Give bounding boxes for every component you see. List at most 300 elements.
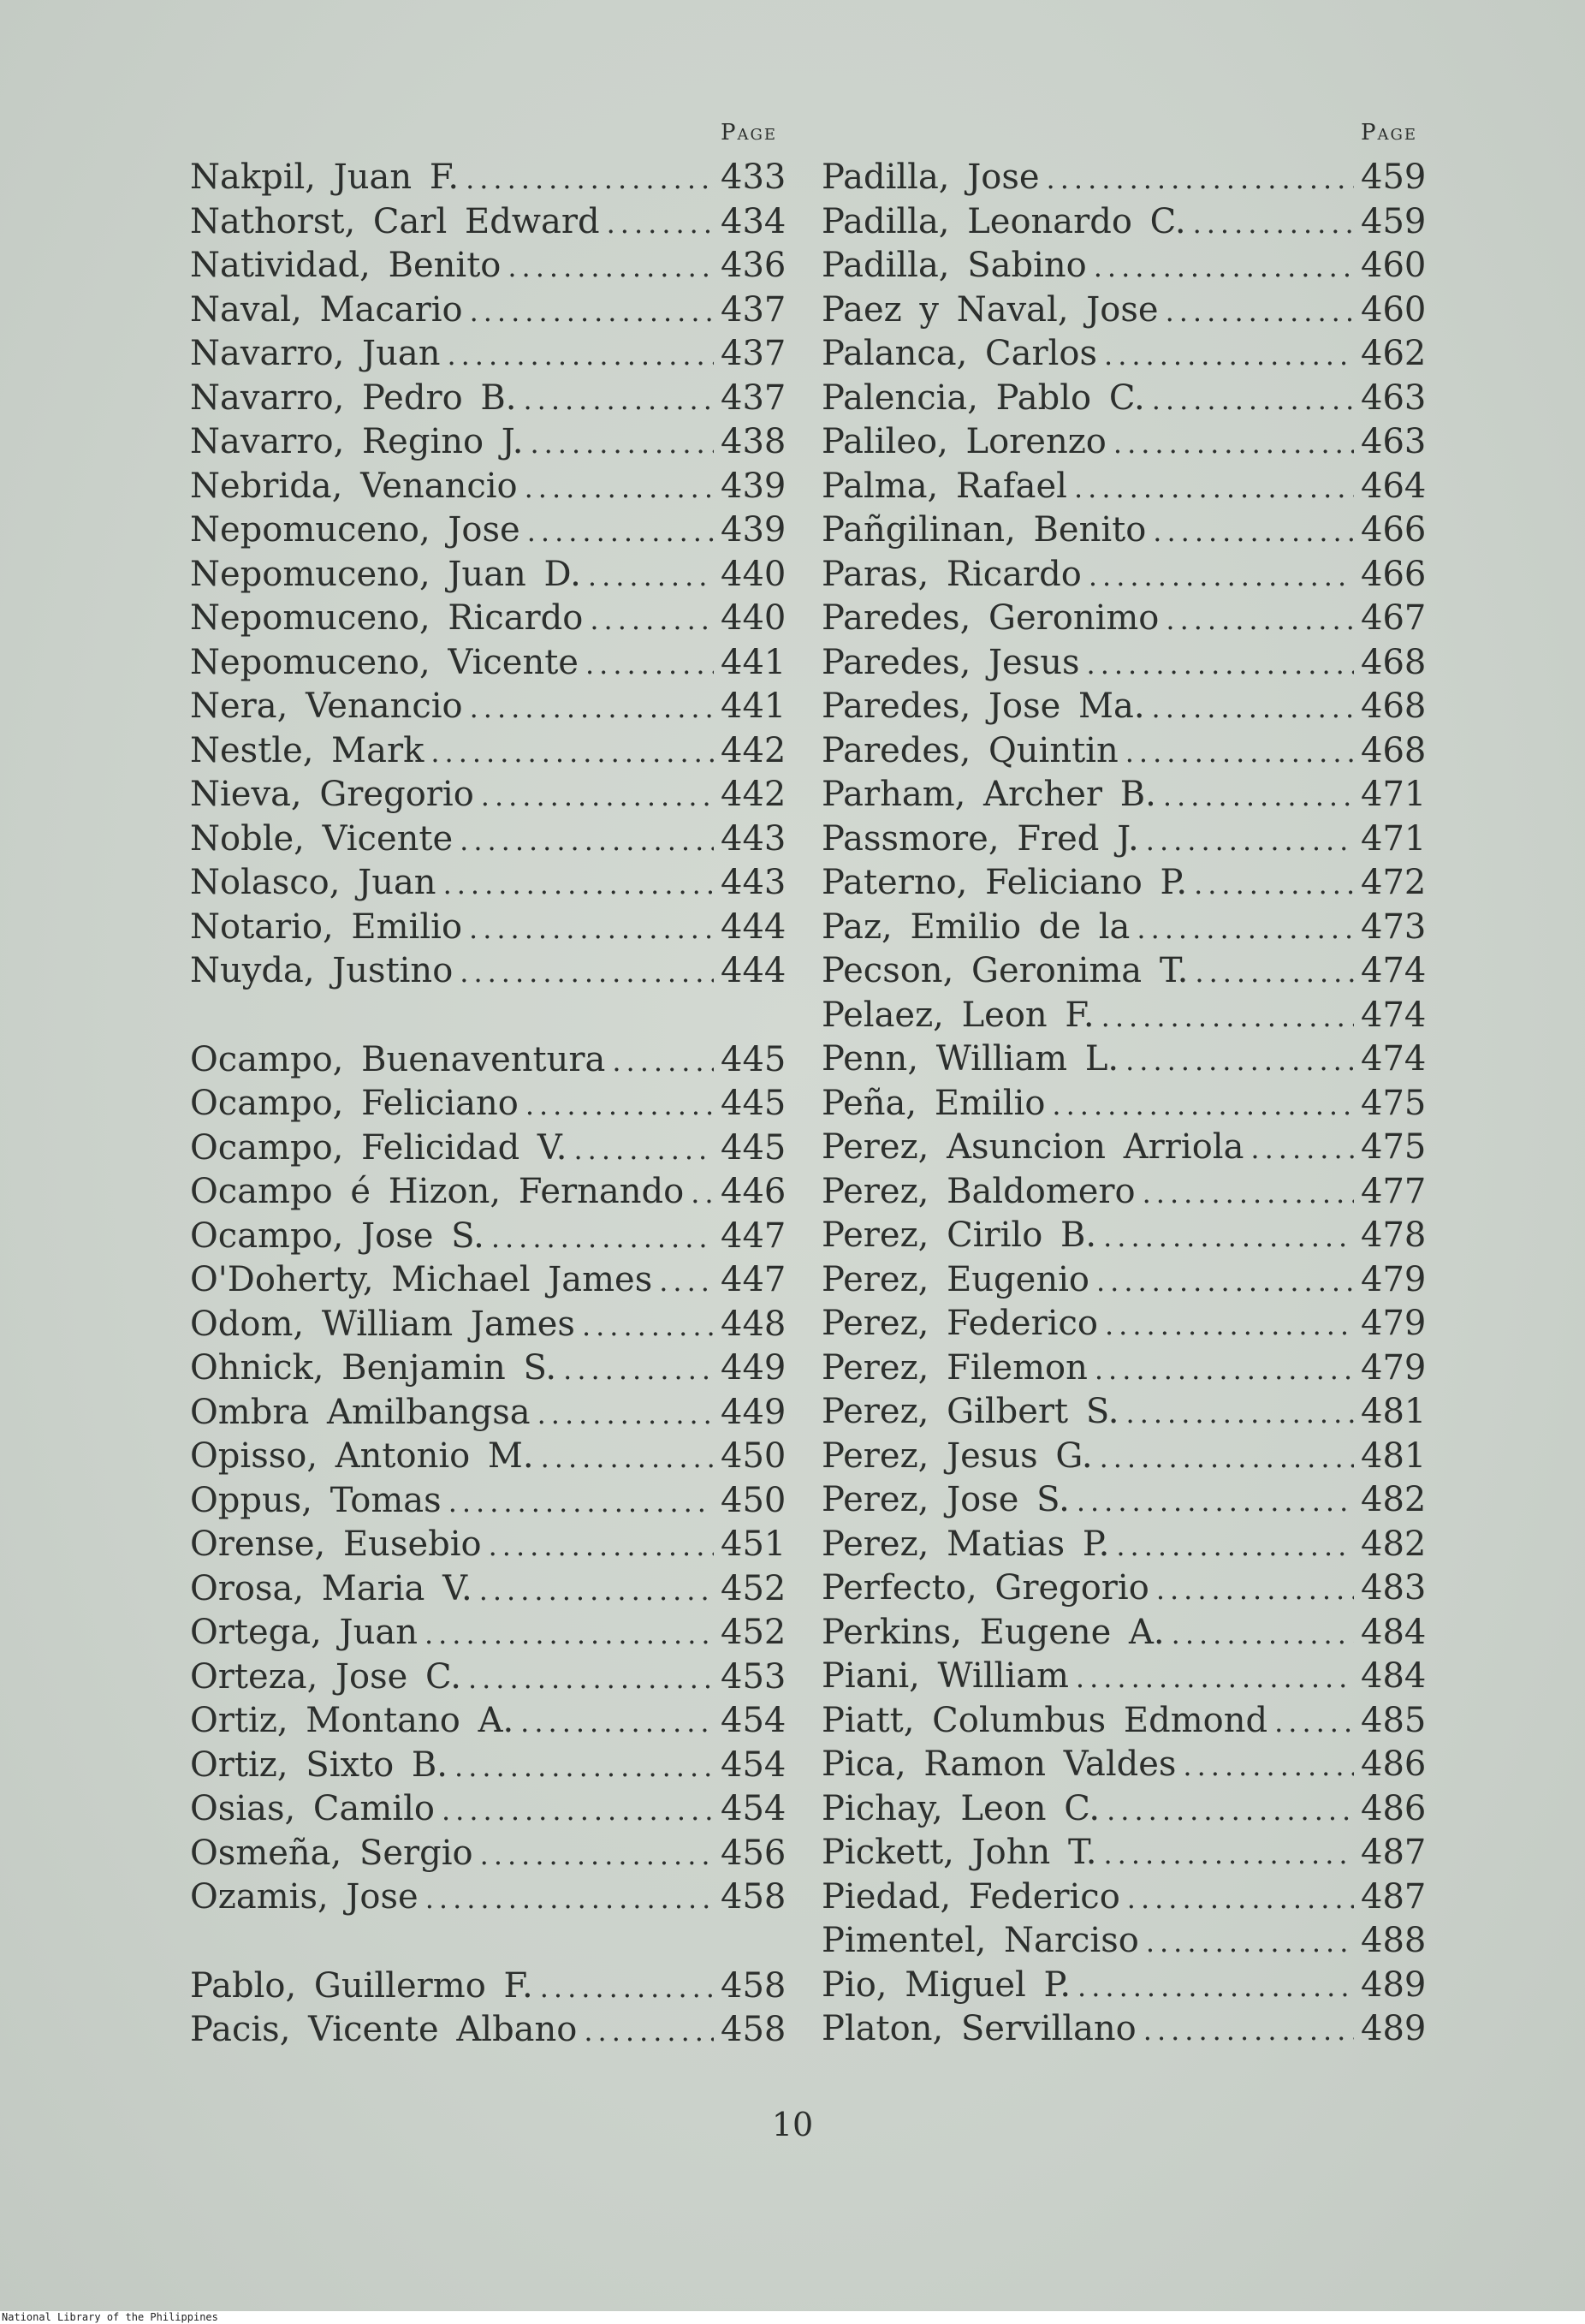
entry-name: Paredes, Jesus [822,642,1080,682]
entry-name: Padilla, Leonardo C. [822,201,1186,241]
entry-name: Ocampo, Feliciano [190,1084,519,1123]
entry-page-number: 448 [721,1304,787,1344]
index-entry [190,685,787,729]
index-entry [822,685,1427,729]
entry-name: Passmore, Fred J. [822,818,1139,859]
index-entry [190,1744,787,1788]
entry-name: Navarro, Regino J. [190,422,524,461]
index-entry [190,288,787,333]
dot-leader [1146,819,1354,864]
dot-leader [585,643,714,687]
dot-leader [491,1216,714,1261]
index-entry [190,156,787,200]
index-entry [190,1391,787,1435]
index-entry [822,1037,1427,1082]
entry-name: O'Doherty, Michael James [190,1260,653,1299]
index-entry [822,332,1427,377]
index-entry [190,332,787,377]
entry-name: Pacis, Vicente Albano [190,2010,578,2049]
index-entry [190,773,787,817]
entry-name: Palencia, Pablo C. [822,377,1145,418]
dot-leader [1166,290,1354,335]
dot-leader [1113,422,1354,467]
index-entry [190,1699,787,1744]
dot-leader [470,290,714,335]
dot-leader [1153,510,1354,555]
dot-leader [460,819,714,864]
entry-page-number: 439 [721,466,787,506]
entry-page-number: 477 [1361,1171,1427,1211]
dot-leader [659,1260,714,1305]
entry-name: Paredes, Quintin [822,730,1119,770]
entry-page-number: 463 [1361,377,1427,418]
entry-name: Padilla, Jose [822,158,1040,197]
index-entry [190,906,787,950]
entry-page-number: 464 [1361,466,1427,506]
entry-page-number: 471 [1361,818,1427,859]
dot-leader [508,246,714,290]
entry-name: Nera, Venancio [190,687,463,726]
entry-name: Paterno, Feliciano P. [822,863,1188,902]
entry-page-number: 486 [1361,1744,1427,1784]
index-entry [822,200,1427,245]
entry-page-number: 468 [1361,642,1427,682]
index-entry [822,1170,1427,1215]
index-entry [822,861,1427,906]
index-entry [190,200,787,245]
dot-leader [447,334,714,378]
entry-page-number: 450 [721,1436,787,1476]
entry-name: Ocampo, Jose S. [190,1215,484,1256]
entry-name: Perez, Filemon [822,1347,1088,1388]
entry-name: Nepomuceno, Juan D. [190,554,581,594]
index-entry [822,1655,1427,1699]
entry-name: Odom, William James [190,1304,575,1344]
entry-page-number: 450 [721,1480,787,1520]
dot-leader [540,1966,714,2011]
dot-leader [425,1877,714,1922]
index-entry [190,377,787,421]
index-entry [822,994,1427,1038]
index-entry [822,1435,1427,1479]
entry-page-number: 433 [721,158,787,197]
index-entry [190,465,787,509]
dot-leader [424,1613,714,1657]
entry-page-number: 487 [1361,1876,1427,1917]
entry-name: Natividad, Benito [190,246,502,285]
entry-page-number: 479 [1361,1347,1427,1388]
index-entry [822,1875,1427,1920]
entry-page-number: 440 [721,598,787,638]
index-entry [822,906,1427,950]
index-entry [822,1390,1427,1435]
index-entry [190,1567,787,1612]
entry-name: Piani, William [822,1656,1069,1696]
dot-leader [1096,1260,1354,1305]
entry-name: Nolasco, Juan [190,863,436,902]
dot-leader [1047,158,1354,202]
dot-leader [1146,1921,1354,1965]
dot-leader [1104,334,1354,378]
index-entry [190,1258,787,1303]
section-gap [190,994,781,1038]
entry-name: Pichay, Leon C. [822,1788,1101,1828]
entry-name: Ozamis, Jose [190,1877,419,1917]
entry-page-number: 468 [1361,730,1427,770]
entry-page-number: 437 [721,289,787,330]
dot-leader [530,422,714,467]
entry-name: Padilla, Sabino [822,246,1087,285]
dot-leader [1143,1172,1354,1216]
dot-leader [1156,1568,1354,1613]
dot-leader [1052,1084,1354,1128]
index-column-right [822,120,1427,2052]
page-column-header: Page [1360,120,1417,146]
dot-leader [442,1789,714,1834]
dot-leader [479,1569,714,1614]
dot-leader [454,1745,714,1790]
entry-page-number: 446 [721,1172,787,1211]
entry-name: Nepomuceno, Ricardo [190,598,584,638]
entry-page-number: 456 [721,1833,787,1873]
dot-leader [1077,1965,1354,2010]
entry-page-number: 434 [721,201,787,241]
entry-name: Navarro, Pedro B. [190,377,517,418]
entry-page-number: 458 [721,1877,787,1917]
index-entry [822,949,1427,994]
dot-leader [1076,1656,1354,1701]
entry-name: Perez, Jesus G. [822,1435,1093,1476]
entry-page-number: 484 [1361,1656,1427,1696]
entry-page-number: 479 [1361,1304,1427,1343]
entry-name: Paredes, Jose Ma. [822,687,1145,726]
dot-leader [1163,775,1354,819]
dot-leader [1152,687,1354,731]
dot-leader [1100,1436,1354,1481]
index-entry [190,1435,787,1479]
index-entry [822,1214,1427,1258]
index-entry [190,1170,787,1215]
index-entry [822,465,1427,509]
dot-leader [1103,1833,1354,1877]
entry-name: Pica, Ramon Valdes [822,1744,1177,1784]
entry-name: Perez, Eugenio [822,1259,1089,1299]
entry-name: Notario, Emilio [190,906,463,947]
entry-page-number: 451 [721,1525,787,1564]
index-entry [190,1655,787,1700]
entry-page-number: 437 [721,334,787,373]
dot-leader [612,1040,714,1085]
entry-page-number: 466 [1361,510,1427,550]
entry-page-number: 443 [721,818,787,859]
entry-name: Piedad, Federico [822,1876,1120,1917]
entry-page-number: 489 [1361,2009,1427,2048]
dot-leader [1107,1789,1354,1834]
entry-page-number: 438 [721,422,787,461]
entry-name: Ohnick, Benjamin S. [190,1348,557,1388]
dot-leader [1087,643,1354,687]
dot-leader [448,1481,714,1525]
entry-page-number: 452 [721,1613,787,1652]
entry-page-number: 482 [1361,1480,1427,1519]
entry-name: Orense, Eusebio [190,1525,482,1564]
entry-page-number: 467 [1361,598,1427,638]
index-entry [822,156,1427,200]
entry-name: Pecson, Geronima T. [822,951,1189,990]
index-entry [190,641,787,686]
entry-page-number: 475 [1361,1127,1427,1167]
index-entry [190,2008,787,2053]
entry-name: Perez, Matias P. [822,1524,1110,1564]
dot-leader [1193,202,1354,247]
dot-leader [468,1657,714,1702]
index-entry [822,1478,1427,1523]
dot-leader [1250,1127,1354,1172]
index-entry [822,1831,1427,1875]
entry-page-number: 445 [721,1127,787,1168]
entry-name: Piatt, Columbus Edmond [822,1700,1268,1740]
dot-leader [590,598,714,643]
page-column-header: Page [720,120,777,146]
index-entry [190,1875,787,1920]
entry-name: Nakpil, Juan F. [190,158,460,197]
page-number: 10 [771,2106,814,2143]
index-entry [190,1479,787,1524]
entry-name: Nestle, Mark [190,730,424,770]
index-entry [822,1258,1427,1303]
dot-leader [584,2010,714,2054]
entry-name: Nuyda, Justino [190,951,454,990]
entry-name: Noble, Vicente [190,818,454,859]
entry-page-number: 483 [1361,1568,1427,1608]
dot-leader [1105,1304,1354,1348]
dot-leader [466,158,714,202]
index-entry [190,1038,787,1083]
dot-leader [489,1525,714,1569]
entry-page-number: 452 [721,1568,787,1608]
entry-page-number: 445 [721,1039,787,1079]
entry-name: Parham, Archer B. [822,775,1156,814]
dot-leader [582,1305,714,1349]
index-entry [190,1787,787,1832]
dot-leader [1143,2009,1354,2054]
dot-leader [1172,1613,1354,1657]
dot-leader [588,555,714,599]
entry-page-number: 482 [1361,1524,1427,1564]
entry-list-right [822,156,1427,2052]
entry-name: Paz, Emilio de la [822,906,1131,947]
index-entry [822,1611,1427,1655]
entry-page-number: 488 [1361,1921,1427,1960]
entry-name: Nathorst, Carl Edward [190,201,600,241]
entry-page-number: 440 [721,554,787,594]
entry-page-number: 454 [721,1701,787,1740]
entry-name: Palileo, Lorenzo [822,422,1107,461]
dot-leader [481,775,714,819]
dot-leader [1094,246,1354,290]
dot-leader [1125,1039,1354,1084]
entry-name: Osias, Camilo [190,1789,435,1828]
entry-page-number: 453 [721,1656,787,1697]
index-entry [822,1787,1427,1832]
entry-page-number: 447 [721,1260,787,1299]
library-attribution: National Library of the Philippines [0,2311,1585,2324]
entry-page-number: 486 [1361,1788,1427,1828]
entry-name: Perez, Cirilo B. [822,1215,1097,1255]
index-entry [190,1964,787,2009]
entry-name: Ortiz, Montano A. [190,1701,514,1740]
entry-page-number: 458 [721,2010,787,2049]
dot-leader [1166,598,1354,643]
entry-name: Platon, Servillano [822,2009,1137,2048]
entry-name: Ocampo, Felicidad V. [190,1127,567,1168]
dot-leader [480,1834,714,1878]
section-gap [190,1920,781,1964]
entry-page-number: 463 [1361,422,1427,461]
index-entry [190,1832,787,1876]
dot-leader [525,467,714,511]
dot-leader [523,378,714,423]
entry-page-number: 481 [1361,1392,1427,1431]
entry-name: Paez y Naval, Jose [822,289,1159,330]
entry-page-number: 471 [1361,775,1427,814]
index-entry [190,597,787,641]
entry-page-number: 474 [1361,951,1427,990]
index-entry [822,773,1427,817]
index-entry [822,377,1427,421]
entry-page-number: 437 [721,377,787,418]
dot-leader [1183,1744,1354,1789]
entry-name: Orteza, Jose C. [190,1656,461,1697]
dot-leader [1116,1525,1354,1569]
entry-page-number: 460 [1361,289,1427,330]
dot-leader [1274,1701,1354,1745]
entry-name: Paras, Ricardo [822,554,1082,594]
entry-page-number: 441 [721,687,787,726]
dot-leader [1101,996,1354,1040]
dot-leader [1103,1215,1354,1260]
entry-page-number: 447 [721,1215,787,1256]
entry-page-number: 459 [1361,158,1427,197]
entry-name: Naval, Macario [190,289,463,330]
entry-name: Orosa, Maria V. [190,1568,472,1608]
index-entry [822,1126,1427,1170]
dot-leader [469,907,714,952]
entry-page-number: 479 [1361,1259,1427,1299]
index-entry [822,420,1427,465]
dot-leader [691,1172,714,1216]
entry-page-number: 487 [1361,1833,1427,1872]
entry-page-number: 473 [1361,906,1427,947]
dot-leader [541,1436,714,1481]
index-entry [822,1699,1427,1744]
entry-page-number: 489 [1361,1964,1427,2005]
index-entry [822,1523,1427,1567]
entry-name: Ocampo, Buenaventura [190,1039,606,1079]
index-entry [190,949,787,994]
dot-leader [470,687,714,731]
index-entry [190,1082,787,1126]
dot-leader [563,1348,714,1393]
entry-page-number: 458 [721,1965,787,2006]
entry-page-number: 475 [1361,1083,1427,1123]
entry-page-number: 444 [721,906,787,947]
entry-page-number: 441 [721,642,787,682]
entry-list-left [190,156,787,2053]
entry-page-number: 436 [721,246,787,285]
entry-name: Perez, Federico [822,1304,1098,1343]
index-entry [822,508,1427,553]
index-entry [190,1523,787,1567]
dot-leader [1077,1480,1354,1525]
dot-leader [520,1701,714,1745]
dot-leader [1152,378,1354,423]
entry-name: Opisso, Antonio M. [190,1436,534,1476]
index-entry [190,1346,787,1391]
entry-name: Peña, Emilio [822,1083,1046,1123]
dot-leader [1126,1392,1354,1436]
entry-name: Navarro, Juan [190,334,441,373]
entry-page-number: 474 [1361,995,1427,1035]
entry-page-number: 481 [1361,1435,1427,1476]
index-entry [822,244,1427,288]
entry-name: Pelaez, Leon F. [822,995,1095,1035]
entry-page-number: 442 [721,775,787,814]
dot-leader [1127,1877,1354,1922]
entry-name: Oppus, Tomas [190,1480,442,1520]
entry-name: Pañgilinan, Benito [822,510,1147,550]
entry-page-number: 484 [1361,1612,1427,1652]
index-entry [190,420,787,465]
index-entry [822,729,1427,774]
entry-name: Pio, Miguel P. [822,1964,1072,2005]
entry-name: Perfecto, Gregorio [822,1568,1149,1608]
entry-name: Ortiz, Sixto B. [190,1744,448,1785]
entry-name: Pablo, Guillermo F. [190,1965,533,2006]
dot-leader [1195,951,1354,996]
index-entry [190,1303,787,1347]
dot-leader [607,202,714,247]
index-entry [822,641,1427,686]
entry-name: Ocampo é Hizon, Fernando [190,1172,685,1211]
index-entry [190,508,787,553]
entry-page-number: 468 [1361,687,1427,726]
entry-page-number: 466 [1361,554,1427,594]
entry-page-number: 462 [1361,334,1427,373]
dot-leader [1095,1348,1354,1393]
index-column-left [190,120,787,2053]
entry-name: Perkins, Eugene A. [822,1612,1165,1652]
entry-name: Perez, Asuncion Arriola [822,1127,1244,1167]
entry-page-number: 474 [1361,1039,1427,1079]
entry-name: Pimentel, Narciso [822,1921,1139,1960]
index-entry [822,1566,1427,1611]
entry-name: Penn, William L. [822,1039,1119,1079]
index-entry [822,817,1427,862]
entry-name: Ombra Amilbangsa [190,1392,531,1432]
index-entry [822,1919,1427,1964]
entry-page-number: 478 [1361,1215,1427,1255]
entry-name: Perez, Gilbert S. [822,1392,1119,1431]
index-entry [190,1611,787,1655]
entry-name: Ortega, Juan [190,1613,418,1652]
entry-page-number: 460 [1361,246,1427,285]
dot-leader [1074,467,1354,511]
entry-name: Palanca, Carlos [822,334,1098,373]
entry-name: Nieva, Gregorio [190,775,474,814]
entry-page-number: 449 [721,1392,787,1432]
index-entry [822,1302,1427,1346]
